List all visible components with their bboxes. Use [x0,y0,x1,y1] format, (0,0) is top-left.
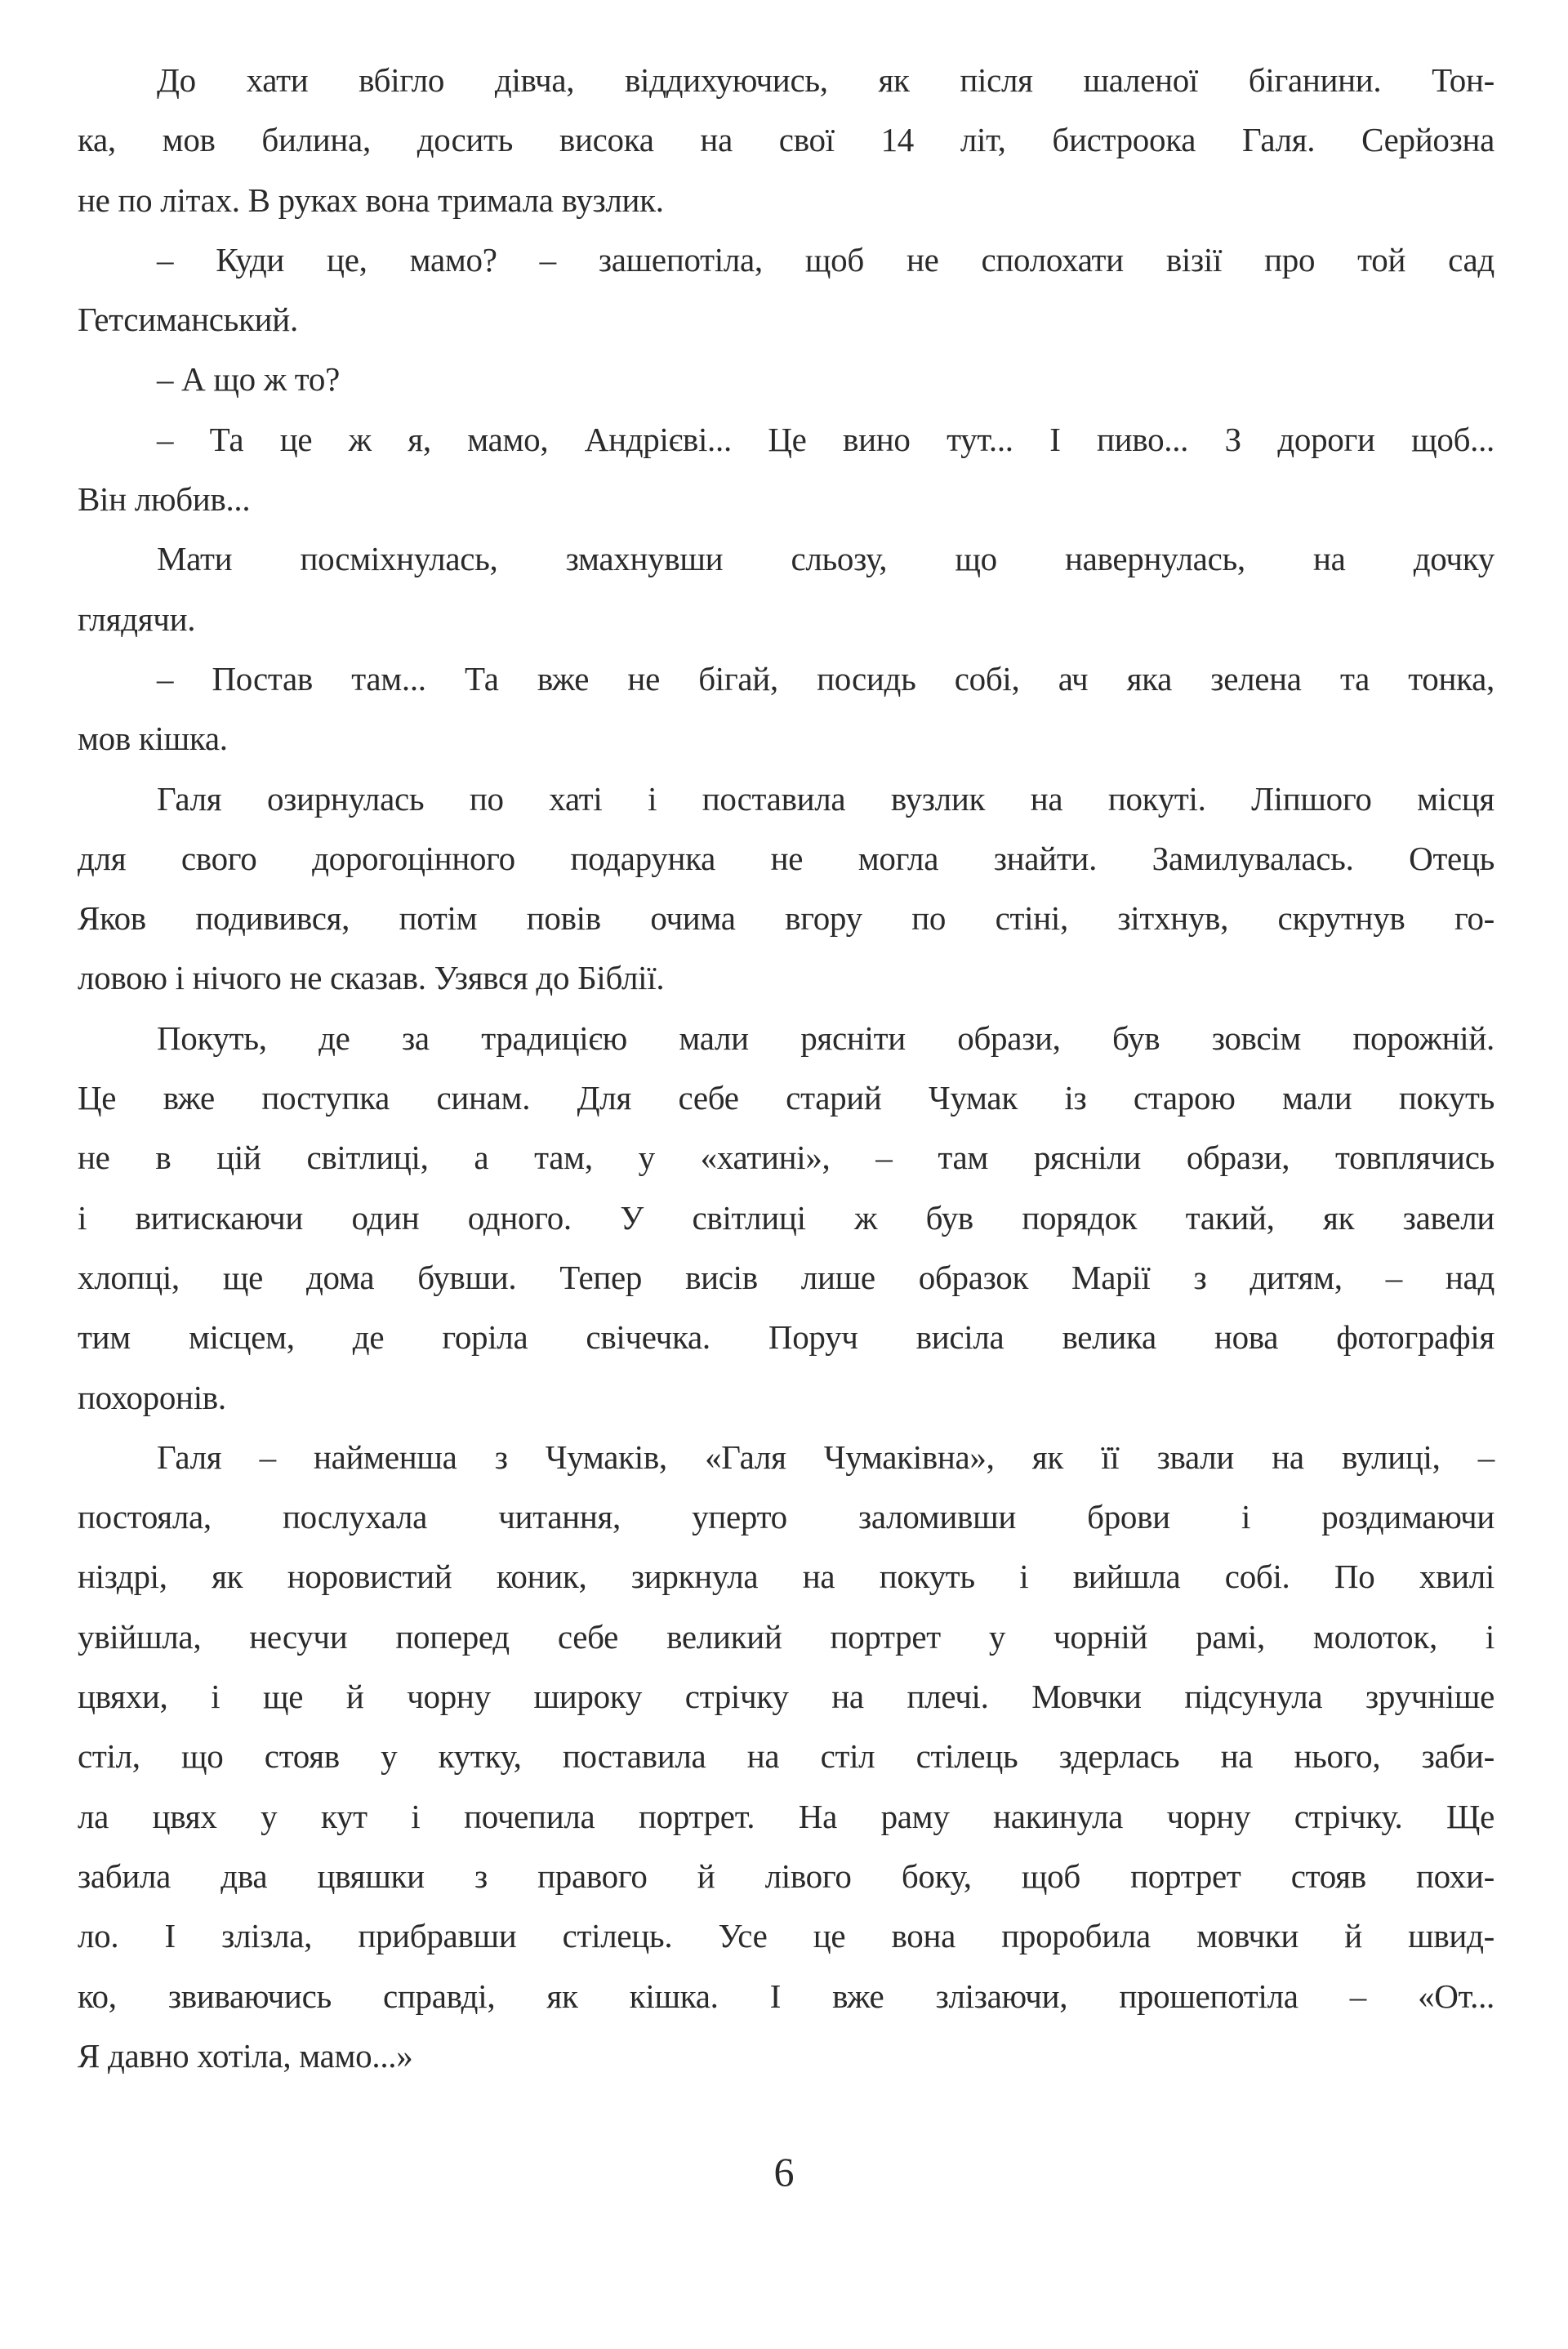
text-line: увійшла, несучи поперед себе великий портрет у чорній рамі, молоток, і [78,1617,1494,1656]
text-line: ло. І злізла, прибравши стілець. Усе це вона проробила мовчки й швид- [78,1917,1494,1955]
text-line: Це вже поступка синам. Для себе старий Чумак із старою мали покуть [78,1079,1494,1117]
text-line: Яков подивився, потім повів очима вгору по стіні, зітхнув, скрутнув го- [78,899,1494,938]
text-line: ловою і нічого не сказав. Узявся до Біблії. [78,959,665,997]
text-line: Я давно хотіла, мамо...» [78,2036,413,2075]
text-line: тим місцем, де горіла свічечка. Поруч висіла велика нова фотографія [78,1318,1494,1357]
text-line: мов кішка. [78,720,228,758]
text-line: постояла, послухала читання, уперто заломивши брови і роздимаючи [78,1498,1494,1536]
text-line: глядячи. [78,600,196,638]
page-body-text [78,51,1494,2086]
text-line: Мати посміхнулась, змахнувши сльозу, що навернулась, на дочку [157,540,1494,578]
text-line: стіл, що стояв у кутку, поставила на стіл стілець здерлась на нього, заби- [78,1737,1494,1776]
text-line: Галя – найменша з Чумаків, «Галя Чумаківна», як її звали на вулиці, – [157,1437,1494,1476]
text-line: Галя озирнулась по хаті і поставила вузлик на покуті. Ліпшого місця [157,779,1494,818]
text-line: ко, звиваючись справді, як кішка. І вже злізаючи, прошепотіла – «От... [78,1977,1494,2015]
text-line: ка, мов билина, досить висока на свої 14 літ, бистроока Галя. Серйозна [78,121,1494,159]
text-line: – Постав там... Та вже не бігай, посидь собі, ач яка зелена та тонка, [157,659,1494,698]
text-line: і витискаючи один одного. У світлиці ж був порядок такий, як завели [78,1198,1494,1237]
text-line: – А що ж то? [157,360,340,399]
text-line: для свого дорогоцінного подарунка не могла знайти. Замилувалась. Отець [78,839,1494,877]
text-line: – Та це ж я, мамо, Андрієві... Це вино тут... І пиво... З дороги щоб... [157,420,1494,458]
text-line: Він любив... [78,480,251,519]
text-line: не по літах. В руках вона тримала вузлик. [78,181,664,219]
text-line: цвяхи, і ще й чорну широку стрічку на плечі. Мовчки підсунула зручніше [78,1678,1494,1716]
text-line: хлопці, ще дома бувши. Тепер висів лише образок Марії з дитям, – над [78,1258,1494,1296]
text-line: – Куди це, мамо? – зашепотіла, щоб не сполохати візії про той сад [157,240,1494,279]
text-line: не в цій світлиці, а там, у «хатині», – там рясніли образи, товплячись [78,1139,1494,1177]
text-line: забила два цвяшки з правого й лівого боку, щоб портрет стояв похи- [78,1856,1494,1895]
text-line: До хати вбігло дівча, віддихуючись, як після шаленої біганини. Тон- [157,61,1494,99]
text-line: ла цвях у кут і почепила портрет. На раму накинула чорну стрічку. Ще [78,1797,1494,1835]
text-line: ніздрі, як норовистий коник, зиркнула на покуть і вийшла собі. По хвилі [78,1558,1494,1596]
page-number: 6 [773,2149,795,2195]
text-line: Покуть, де за традицією мали рясніти образи, був зовсім порожній. [157,1018,1494,1057]
text-line: Гетсиманський. [78,301,298,339]
text-line: похоронів. [78,1378,226,1416]
